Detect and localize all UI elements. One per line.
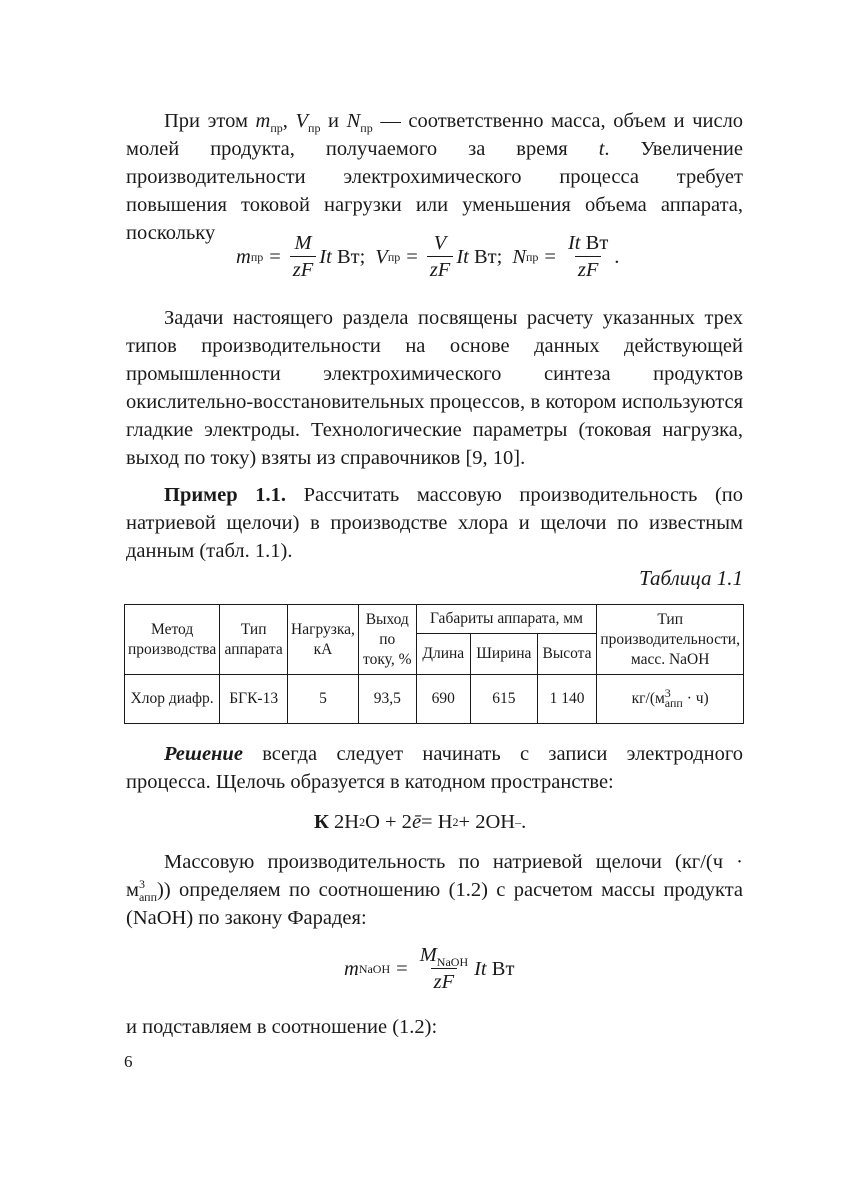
cathode-reaction: К 2H 2 O + 2 ē = H 2 + 2OH – .: [314, 808, 526, 836]
unit-sub: апп: [664, 696, 683, 711]
frac-m: M: [419, 944, 437, 966]
frac-it: It: [567, 232, 581, 254]
reaction-part-c: = H: [421, 811, 453, 833]
fraction-m-zf: [290, 230, 317, 283]
var-t: t: [598, 138, 605, 160]
frac-den: zF: [575, 256, 602, 283]
formula1-dot: .: [614, 245, 620, 268]
mass-productivity-paragraph: [126, 848, 743, 932]
formula-productivity: m пр = $\frac{M}{zF}$ It Вт ; V пр = $\frac{V}{zF}$ It Вт ; N пр = $\frac{\text{It Вт}}{zF}$ .: [236, 232, 620, 281]
para4-sup: 3: [138, 877, 145, 892]
solution-text: всегда следует начинать с записи электродного процесса. Щелочь образуется в катодном пространстве:: [126, 743, 744, 793]
para4-sub: апп: [138, 890, 157, 905]
intro-text-2: — соответственно масса, объем и число молей продукта, получаемого за время: [126, 110, 744, 160]
formula1-m: m: [236, 245, 251, 268]
frac-num: [417, 942, 471, 968]
frac-num: M: [294, 232, 312, 254]
page-number: 6: [124, 1052, 133, 1071]
formula2-m: m: [344, 957, 359, 980]
unit-text-b: · ч): [682, 690, 709, 707]
header-width: Ширина: [471, 634, 538, 675]
formula1-semi: ;: [359, 245, 366, 268]
intro-text-1: При этом: [164, 110, 248, 132]
formula2-eq: =: [396, 957, 408, 980]
fraction-itvt-zf: [565, 230, 611, 283]
sub-pr: пр: [270, 121, 283, 136]
unit-sup: 3: [664, 685, 671, 700]
substitution-line: и подставляем в соотношение (1.2):: [126, 1016, 438, 1038]
var-m: m: [255, 110, 271, 132]
example-text: Рассчитать массовую производительность (по натриевой щелочи) в производстве хлора и щелочи по известным данным (табл. 1.1).: [126, 484, 744, 562]
cell-height: 1 140: [537, 675, 597, 724]
cell-length: 690: [416, 675, 470, 724]
solution-paragraph: [126, 740, 743, 796]
para4-text-b: )) определяем по соотношению (1.2) с расчетом массы продукта (NaOH) по закону Фарадея:: [126, 879, 743, 929]
formula1-v: V: [375, 245, 388, 268]
tasks-paragraph: Задачи настоящего раздела посвящены расчету указанных трех типов производительности на основе данных действующей промышленности электрохимического синтеза продуктов окислительно-восстановительных процессов, в котором используются гладкие электроды. Технологические параметры (токовая нагрузка, выход по току) взяты из справочников [9, 10].: [126, 307, 743, 469]
unit-text-a: кг/(м: [631, 690, 665, 707]
formula1-it: It: [319, 245, 332, 268]
conj-and: и: [328, 110, 340, 132]
frac-num: V: [433, 232, 447, 254]
header-method: Метод производства: [125, 605, 220, 675]
fraction-v-zf: [427, 230, 454, 283]
frac-den: zF: [427, 256, 454, 283]
cell-method: Хлор диафр.: [125, 675, 220, 724]
cell-type: БГК-13: [220, 675, 288, 724]
formula1-eq: =: [406, 245, 418, 268]
frac-num: [565, 230, 611, 256]
header-productivity: Тип производительности, масс. NaOH: [597, 605, 744, 675]
formula1-semi: ;: [496, 245, 503, 268]
solution-label: Решение: [164, 743, 243, 765]
example-paragraph: [126, 481, 743, 565]
formula2-vt: Вт: [491, 957, 515, 980]
header-length: Длина: [416, 634, 470, 675]
reaction-k: К: [314, 811, 329, 833]
cell-productivity-unit: [597, 675, 744, 724]
var-n: N: [346, 110, 361, 132]
cell-load: 5: [288, 675, 359, 724]
frac-den: zF: [431, 968, 458, 995]
data-table: [124, 604, 744, 724]
formula1-eq: =: [544, 245, 556, 268]
table-row: [125, 675, 744, 724]
header-load: Нагрузка, кА: [288, 605, 359, 675]
sub-pr: пр: [360, 121, 373, 136]
cell-yield: 93,5: [358, 675, 416, 724]
formula-faraday: m NaOH = $\frac{M_{NaOH}}{zF}$ It Вт: [344, 944, 515, 993]
reaction-electron: ē: [411, 811, 422, 833]
fraction-mnaoh-zf: [417, 942, 471, 995]
header-height: Высота: [537, 634, 597, 675]
intro-paragraph: При этом $m_{пр}$, $V_{пр}$ и $N_{пр}$ — соответственно масса, объем и число молей продукта, получаемого за время t. Увеличение производительности электрохимического процесса требует повышения токовой нагрузки или уменьшения объема аппарата, поскольку: [126, 110, 744, 244]
frac-den: zF: [290, 256, 317, 283]
formula1-eq: =: [269, 245, 281, 268]
intro-text-3: . Увеличение производительности электрохимического процесса требует повышения токовой нагрузки или уменьшения объема аппарата, поскольку: [126, 138, 744, 244]
formula1-it: It: [456, 245, 469, 268]
frac-vt: Вт: [585, 232, 609, 254]
example-label: Пример 1.1.: [164, 484, 286, 506]
formula1-vt: Вт: [336, 245, 360, 268]
reaction-part-b: O + 2: [365, 811, 412, 833]
reaction-part-a: 2H: [334, 811, 360, 833]
formula1-n: N: [512, 245, 526, 268]
header-type: Тип аппарата: [220, 605, 288, 675]
var-v: V: [295, 110, 309, 132]
reaction-part-d: + 2OH: [458, 811, 516, 833]
reaction-end: .: [521, 811, 527, 833]
para4-text-a: Массовую производительность по натриевой щелочи (кг/(ч · м: [126, 851, 743, 901]
frac-m-sub: NaOH: [436, 955, 469, 970]
sub-pr: пр: [308, 121, 321, 136]
formula1-vt: Вт: [473, 245, 497, 268]
formula2-it: It: [474, 957, 487, 980]
header-yield: Выход по току, %: [358, 605, 416, 675]
table-caption: Таблица 1.1: [639, 566, 743, 590]
cell-width: 615: [471, 675, 538, 724]
header-dimensions: Габариты аппарата, мм: [416, 605, 597, 634]
